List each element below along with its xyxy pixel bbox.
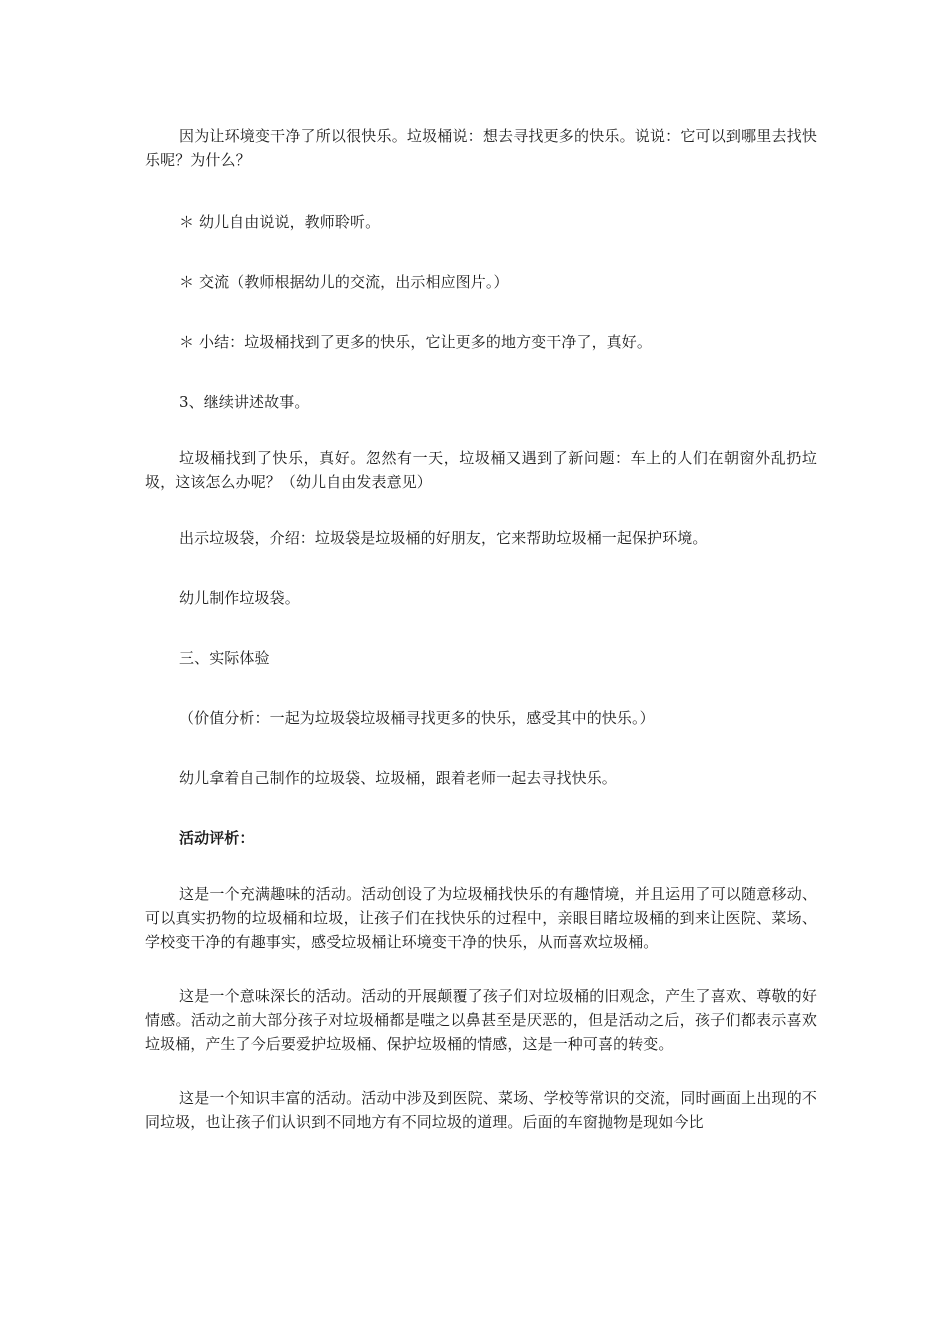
paragraph-review-fun: 这是一个充满趣味的活动。活动创设了为垃圾桶找快乐的有趣情境，并且运用了可以随意移动、可以真实扔物的垃圾桶和垃圾，让孩子们在找快乐的过程中，亲眼目睹垃圾桶的到来让医院、菜场、学校变干净的有趣事实，感受垃圾桶让环境变干净的快乐，从而喜欢垃圾桶。 [145,885,817,951]
paragraph-go-find: 幼儿拿着自己制作的垃圾袋、垃圾桶，跟着老师一起去寻找快乐。 [179,769,617,787]
bullet-free-talk: ＊ 幼儿自由说说，教师聆听。 [179,213,381,231]
paragraph-garbage-bag: 出示垃圾袋，介绍：垃圾袋是垃圾桶的好朋友，它来帮助垃圾桶一起保护环境。 [179,529,708,547]
section-heading-practice: 三、实际体验 [179,649,270,667]
paragraph-make-bag: 幼儿制作垃圾袋。 [179,589,300,607]
paragraph-review-meaningful: 这是一个意味深长的活动。活动的开展颠覆了孩子们对垃圾桶的旧观念，产生了喜欢、尊敬的好情感。活动之前大部分孩子对垃圾桶都是嗤之以鼻甚至是厌恶的，但是活动之后，孩子们都表示喜欢垃圾桶，产生了今后要爱护垃圾桶、保护垃圾桶的情感，这是一种可喜的转变。 [145,987,817,1053]
paragraph-intro: 因为让环境变干净了所以很快乐。垃圾桶说：想去寻找更多的快乐。说说：它可以到哪里去找快乐呢？为什么？ [145,127,817,169]
section-heading-review: 活动评析： [179,829,255,847]
paragraph-review-knowledge: 这是一个知识丰富的活动。活动中涉及到医院、菜场、学校等常识的交流，同时画面上出现的不同垃圾，也让孩子们认识到不同地方有不同垃圾的道理。后面的车窗抛物是现如今比 [145,1089,817,1131]
bullet-summary: ＊ 小结：垃圾桶找到了更多的快乐，它让更多的地方变干净了，真好。 [179,333,652,351]
bullet-exchange: ＊ 交流（教师根据幼儿的交流，出示相应图片。） [179,273,509,291]
step-heading-3: 3、继续讲述故事。 [179,393,310,411]
paragraph-value-analysis: （价值分析：一起为垃圾袋垃圾桶寻找更多的快乐，感受其中的快乐。） [179,709,655,727]
paragraph-new-problem: 垃圾桶找到了快乐，真好。忽然有一天，垃圾桶又遇到了新问题：车上的人们在朝窗外乱扔垃圾，这该怎么办呢？（幼儿自由发表意见） [145,449,817,491]
document-body [145,118,817,1134]
